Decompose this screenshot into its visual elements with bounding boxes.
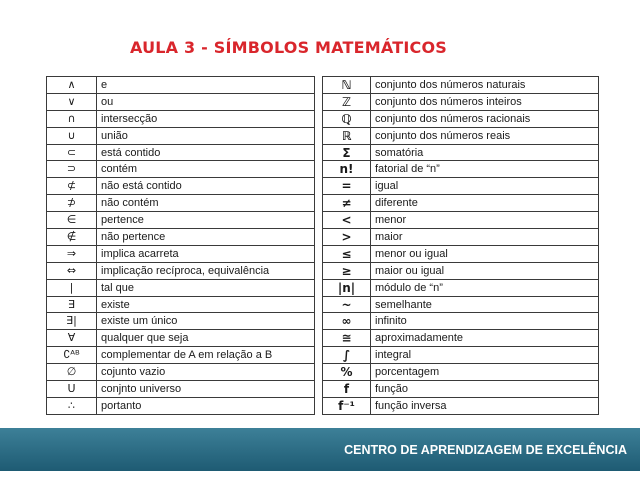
left-table-body bbox=[47, 77, 315, 415]
table-row bbox=[47, 127, 315, 144]
footer-text: CENTRO DE APRENDIZAGEM DE EXCELÊNCIA bbox=[344, 443, 627, 457]
meaning-cell: maior ou igual bbox=[371, 262, 599, 279]
table-row bbox=[47, 381, 315, 398]
symbol-cell: U bbox=[47, 381, 97, 398]
table-row bbox=[47, 77, 315, 94]
table-row bbox=[47, 347, 315, 364]
meaning-cell: integral bbox=[371, 347, 599, 364]
symbol-cell: % bbox=[323, 364, 371, 381]
symbol-cell: ∪ bbox=[47, 127, 97, 144]
meaning-cell: conjunto dos números racionais bbox=[371, 110, 599, 127]
table-row bbox=[47, 262, 315, 279]
symbol-cell: ∩ bbox=[47, 110, 97, 127]
meaning-cell: infinito bbox=[371, 313, 599, 330]
meaning-cell: conjunto dos números reais bbox=[371, 127, 599, 144]
meaning-cell: existe bbox=[97, 296, 315, 313]
meaning-cell: implica acarreta bbox=[97, 245, 315, 262]
table-row bbox=[323, 161, 599, 178]
symbol-cell: ≠ bbox=[323, 195, 371, 212]
table-row bbox=[47, 364, 315, 381]
symbol-cell: ≥ bbox=[323, 262, 371, 279]
meaning-cell: intersecção bbox=[97, 110, 315, 127]
right-symbols-table bbox=[322, 76, 599, 415]
meaning-cell: aproximadamente bbox=[371, 330, 599, 347]
left-symbols-table bbox=[46, 76, 315, 415]
table-row bbox=[47, 279, 315, 296]
meaning-cell: contém bbox=[97, 161, 315, 178]
meaning-cell: implicação recíproca, equivalência bbox=[97, 262, 315, 279]
meaning-cell: fatorial de “n” bbox=[371, 161, 599, 178]
table-row bbox=[47, 161, 315, 178]
symbol-cell: ℚ bbox=[323, 110, 371, 127]
symbol-cell: ⇔ bbox=[47, 262, 97, 279]
table-row bbox=[47, 212, 315, 229]
symbol-cell: ∫ bbox=[323, 347, 371, 364]
symbol-cell: ∀ bbox=[47, 330, 97, 347]
meaning-cell: tal que bbox=[97, 279, 315, 296]
symbol-cell: n! bbox=[323, 161, 371, 178]
meaning-cell: somatória bbox=[371, 144, 599, 161]
symbol-cell: > bbox=[323, 229, 371, 246]
symbol-cell: ≅ bbox=[323, 330, 371, 347]
meaning-cell: união bbox=[97, 127, 315, 144]
symbol-cell: ℕ bbox=[323, 77, 371, 94]
table-row bbox=[323, 144, 599, 161]
table-row bbox=[323, 397, 599, 414]
table-row bbox=[47, 397, 315, 414]
table-row bbox=[323, 245, 599, 262]
meaning-cell: não contém bbox=[97, 195, 315, 212]
symbol-cell: ∈ bbox=[47, 212, 97, 229]
symbol-cell: | bbox=[47, 279, 97, 296]
symbol-cell: ⊄ bbox=[47, 178, 97, 195]
table-row bbox=[47, 178, 315, 195]
table-row bbox=[323, 178, 599, 195]
table-row bbox=[47, 330, 315, 347]
meaning-cell: porcentagem bbox=[371, 364, 599, 381]
symbol-cell: ∉ bbox=[47, 229, 97, 246]
symbol-cell: ∴ bbox=[47, 397, 97, 414]
table-row bbox=[323, 296, 599, 313]
meaning-cell: portanto bbox=[97, 397, 315, 414]
symbol-cell: ∨ bbox=[47, 93, 97, 110]
meaning-cell: complementar de A em relação a B bbox=[97, 347, 315, 364]
table-row bbox=[47, 93, 315, 110]
meaning-cell: e bbox=[97, 77, 315, 94]
table-row bbox=[323, 195, 599, 212]
table-row bbox=[323, 313, 599, 330]
page-title: AULA 3 - SÍMBOLOS MATEMÁTICOS bbox=[130, 38, 447, 57]
table-row bbox=[323, 212, 599, 229]
table-row bbox=[47, 245, 315, 262]
meaning-cell: módulo de “n” bbox=[371, 279, 599, 296]
table-row bbox=[323, 229, 599, 246]
meaning-cell: maior bbox=[371, 229, 599, 246]
table-row bbox=[323, 110, 599, 127]
meaning-cell: cojunto vazio bbox=[97, 364, 315, 381]
table-row bbox=[47, 313, 315, 330]
table-row bbox=[47, 296, 315, 313]
symbol-cell: ∃ bbox=[47, 296, 97, 313]
symbol-cell: ~ bbox=[323, 296, 371, 313]
symbol-cell: ⊃ bbox=[47, 161, 97, 178]
meaning-cell: existe um único bbox=[97, 313, 315, 330]
table-row bbox=[47, 144, 315, 161]
meaning-cell: está contido bbox=[97, 144, 315, 161]
meaning-cell: não pertence bbox=[97, 229, 315, 246]
meaning-cell: qualquer que seja bbox=[97, 330, 315, 347]
meaning-cell: função bbox=[371, 381, 599, 398]
symbol-cell: ∅ bbox=[47, 364, 97, 381]
meaning-cell: menor bbox=[371, 212, 599, 229]
symbol-cell: ∁ᴬᴮ bbox=[47, 347, 97, 364]
meaning-cell: conjunto dos números naturais bbox=[371, 77, 599, 94]
table-row bbox=[47, 229, 315, 246]
meaning-cell: semelhante bbox=[371, 296, 599, 313]
meaning-cell: igual bbox=[371, 178, 599, 195]
table-row bbox=[323, 330, 599, 347]
meaning-cell: diferente bbox=[371, 195, 599, 212]
meaning-cell: não está contido bbox=[97, 178, 315, 195]
right-table-body bbox=[323, 77, 599, 415]
symbol-cell: ∞ bbox=[323, 313, 371, 330]
symbol-cell: ⊂ bbox=[47, 144, 97, 161]
table-row bbox=[323, 77, 599, 94]
symbol-cell: ≤ bbox=[323, 245, 371, 262]
symbol-cell: Σ bbox=[323, 144, 371, 161]
table-row bbox=[47, 110, 315, 127]
table-row bbox=[323, 347, 599, 364]
symbol-cell: f⁻¹ bbox=[323, 397, 371, 414]
table-row bbox=[323, 381, 599, 398]
symbol-cell: = bbox=[323, 178, 371, 195]
meaning-cell: conjunto dos números inteiros bbox=[371, 93, 599, 110]
symbol-cell: < bbox=[323, 212, 371, 229]
symbol-cell: ℤ bbox=[323, 93, 371, 110]
table-row bbox=[47, 195, 315, 212]
symbol-cell: ℝ bbox=[323, 127, 371, 144]
meaning-cell: menor ou igual bbox=[371, 245, 599, 262]
meaning-cell: pertence bbox=[97, 212, 315, 229]
symbol-cell: |n| bbox=[323, 279, 371, 296]
table-row bbox=[323, 93, 599, 110]
meaning-cell: conjnto universo bbox=[97, 381, 315, 398]
table-row bbox=[323, 364, 599, 381]
table-row bbox=[323, 262, 599, 279]
table-row bbox=[323, 279, 599, 296]
footer-bar bbox=[0, 428, 640, 471]
symbol-cell: ∧ bbox=[47, 77, 97, 94]
table-row bbox=[323, 127, 599, 144]
symbol-cell: ⊅ bbox=[47, 195, 97, 212]
meaning-cell: função inversa bbox=[371, 397, 599, 414]
symbol-cell: f bbox=[323, 381, 371, 398]
meaning-cell: ou bbox=[97, 93, 315, 110]
symbol-cell: ∃| bbox=[47, 313, 97, 330]
symbol-cell: ⇒ bbox=[47, 245, 97, 262]
